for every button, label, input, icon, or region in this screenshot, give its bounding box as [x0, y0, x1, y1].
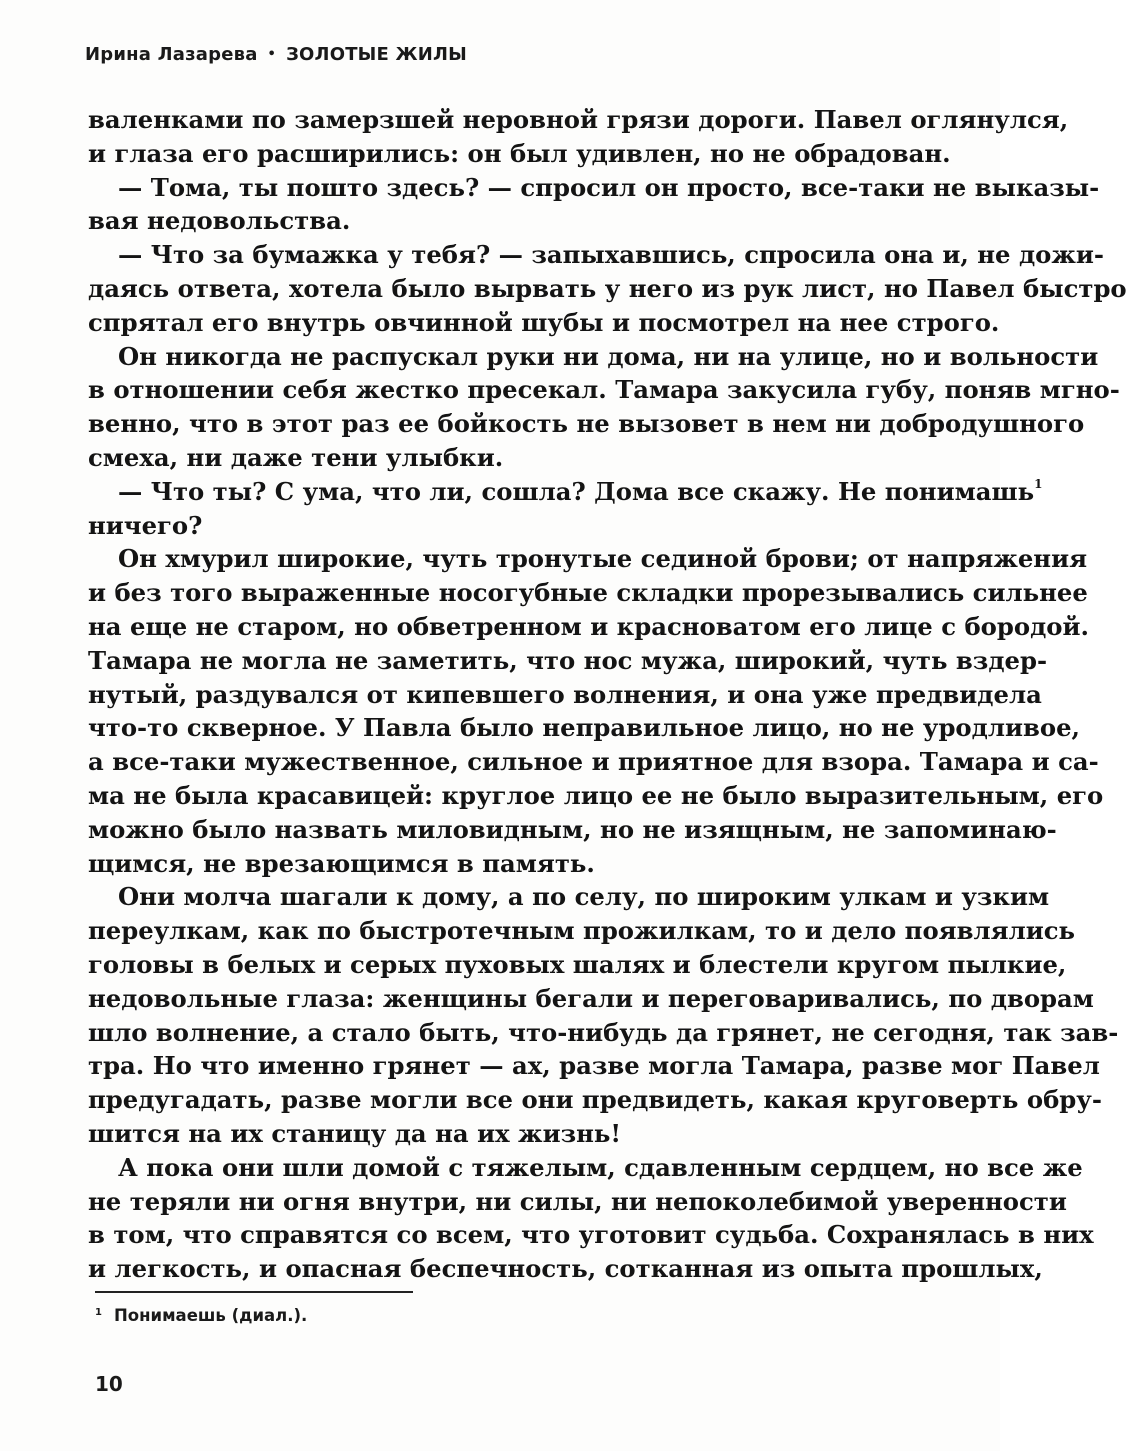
text-line: А пока они шли домой с тяжелым, сдавленным сердцем, но все же	[118, 1152, 1083, 1182]
text-line: предугадать, разве могли все они предвидеть, какая круговерть обру-	[88, 1085, 1102, 1115]
text-line: вая недовольства.	[88, 206, 351, 236]
text-line: в отношении себя жестко пресекал. Тамара закусила губу, поняв мгно-	[88, 375, 1120, 405]
text-line-content: — Что ты? С ума, что ли, сошла? Дома все скажу. Не понимашь	[118, 476, 1035, 506]
text-line: шится на их станицу да на их жизнь!	[88, 1118, 622, 1148]
text-line: недовольные глаза: женщины бегали и переговаривались, по дворам	[88, 983, 1094, 1013]
text-line: Они молча шагали к дому, а по селу, по широким улкам и узким	[118, 882, 1050, 912]
text-line: — Тома, ты пошто здесь? — спросил он просто, все-таки не выказы-	[118, 172, 1100, 202]
page-number: 10	[95, 1372, 123, 1396]
footnote-text: Понимаешь (диал.).	[113, 1306, 308, 1325]
footnote-mark: 1	[95, 1307, 102, 1318]
text-line: и глаза его расширились: он был удивлен, но не обрадован.	[88, 138, 951, 168]
text-line: переулкам, как по быстротечным прожилкам, то и дело появлялись	[88, 916, 1076, 946]
footnote-reference: 1	[1034, 476, 1043, 491]
text-line: и легкость, и опасная беспечность, сотканная из опыта прошлых,	[88, 1254, 1043, 1284]
text-line: спрятал его внутрь овчинной шубы и посмотрел на нее строго.	[88, 307, 1000, 337]
footnote	[95, 1306, 307, 1325]
text-line: можно было назвать миловидным, но не изящным, не запоминаю-	[88, 814, 1057, 844]
text-line: головы в белых и серых пуховых шалях и блестели кругом пылкие,	[88, 949, 1067, 979]
header-separator: •	[267, 47, 277, 62]
body-text	[88, 103, 1127, 1286]
text-line: валенками по замерзшей неровной грязи дороги. Павел оглянулся,	[88, 105, 1069, 134]
text-line: — Что за бумажка у тебя? — запыхавшись, спросила она и, не дожи-	[118, 240, 1105, 270]
text-line: Он никогда не распускал руки ни дома, ни на улице, но и вольности	[118, 341, 1099, 371]
footnote-divider	[95, 1291, 413, 1293]
text-line: в том, что справятся со всем, что уготовит судьба. Сохранялась в них	[88, 1220, 1094, 1250]
text-line: что-то скверное. У Павла было неправильное лицо, но не уродливое,	[88, 713, 1080, 743]
text-line: ма не была красавицей: круглое лицо ее не было выразительным, его	[88, 780, 1104, 810]
header-title: ЗОЛОТЫЕ ЖИЛЫ	[286, 44, 467, 65]
header-author: Ирина Лазарева	[85, 44, 258, 65]
text-line: даясь ответа, хотела было вырвать у него из рук лист, но Павел быстро	[88, 273, 1127, 303]
text-line: и без того выраженные носогубные складки прорезывались сильнее	[88, 578, 1088, 608]
running-header	[85, 44, 467, 65]
text-line: шло волнение, а стало быть, что-нибудь да грянет, не сегодня, так зав-	[88, 1017, 1119, 1047]
text-line: щимся, не врезающимся в память.	[88, 848, 595, 878]
text-line: смеха, ни даже тени улыбки.	[88, 442, 504, 472]
text-line: Он хмурил широкие, чуть тронутые сединой брови; от напряжения	[118, 544, 1088, 574]
text-line: тра. Но что именно грянет — ах, разве могла Тамара, разве мог Павел	[88, 1051, 1100, 1081]
text-line: а все-таки мужественное, сильное и приятное для взора. Тамара и са-	[88, 747, 1099, 777]
text-line: нутый, раздувался от кипевшего волнения, и она уже предвидела	[88, 679, 1042, 709]
text-line: на еще не старом, но обветренном и красноватом его лице с бородой.	[88, 611, 1089, 641]
text-line: ничего?	[88, 510, 203, 540]
text-line: венно, что в этот раз ее бойкость не вызовет в нем ни добродушного	[88, 409, 1085, 439]
text-line	[88, 475, 1043, 509]
text-line: не теряли ни огня внутри, ни силы, ни непоколебимой уверенности	[88, 1186, 1067, 1216]
text-line: Тамара не могла не заметить, что нос мужа, широкий, чуть вздер-	[88, 645, 1048, 675]
